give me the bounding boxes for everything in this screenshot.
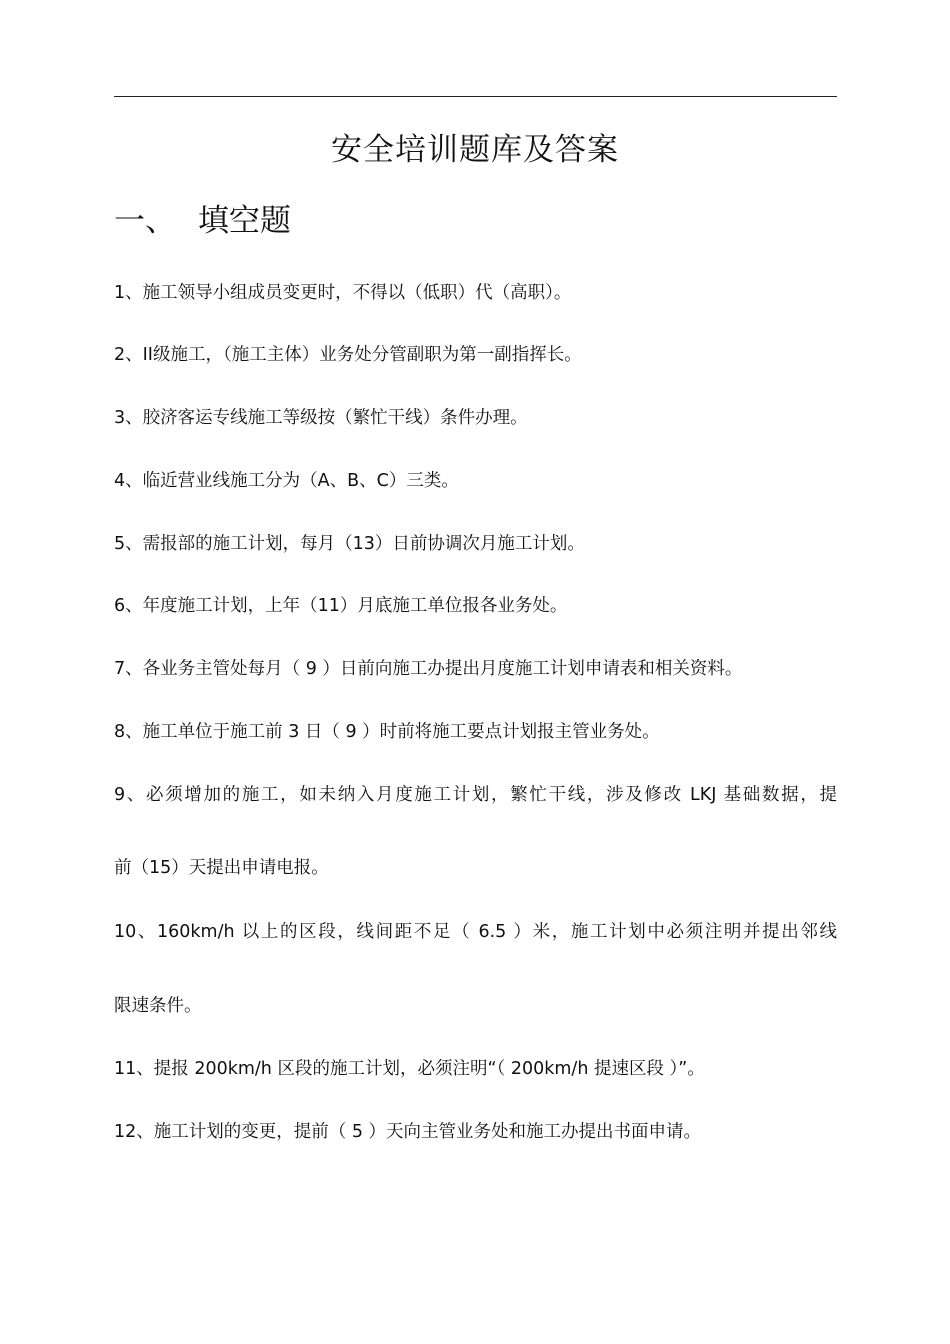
question-item-8: 8、施工单位于施工前 3 日（ 9 ）时前将施工要点计划报主管业务处。 [114, 722, 660, 742]
question-item-4: 4、临近营业线施工分为（A、B、C）三类。 [114, 471, 459, 491]
question-item-2: 2、II级施工，（施工主体）业务处分管副职为第一副指挥长。 [114, 345, 582, 365]
question-item-11: 11、提报 200km/h 区段的施工计划，必须注明“（ 200km/h 提速区段 ）”。 [114, 1059, 705, 1079]
document-title: 安全培训题库及答案 [331, 132, 619, 168]
question-item-9-line-1: 9、必须增加的施工，如未纳入月度施工计划，繁忙干线，涉及修改 LKJ 基础数据，提 [114, 785, 837, 805]
section-heading [114, 200, 291, 242]
question-item-5: 5、需报部的施工计划，每月（13）日前协调次月施工计划。 [114, 534, 585, 554]
header-rule [114, 96, 837, 97]
question-item-9-line-2: 前（15）天提出申请电报。 [114, 858, 329, 878]
question-item-6: 6、年度施工计划，上年（11）月底施工单位报各业务处。 [114, 596, 568, 616]
question-item-10-line-1: 10、160km/h 以上的区段，线间距不足（ 6.5 ）米，施工计划中必须注明并提出邻线 [114, 922, 837, 942]
section-number: 一、 [114, 203, 176, 239]
question-item-7: 7、各业务主管处每月（ 9 ）日前向施工办提出月度施工计划申请表和相关资料。 [114, 659, 743, 679]
question-item-1: 1、施工领导小组成员变更时，不得以（低职）代（高职）。 [114, 283, 572, 303]
question-item-10-line-2: 限速条件。 [114, 996, 202, 1016]
section-title: 填空题 [198, 203, 291, 239]
question-item-12: 12、施工计划的变更，提前（ 5 ）天向主管业务处和施工办提出书面申请。 [114, 1122, 702, 1142]
question-item-3: 3、胶济客运专线施工等级按（繁忙干线）条件办理。 [114, 408, 528, 428]
